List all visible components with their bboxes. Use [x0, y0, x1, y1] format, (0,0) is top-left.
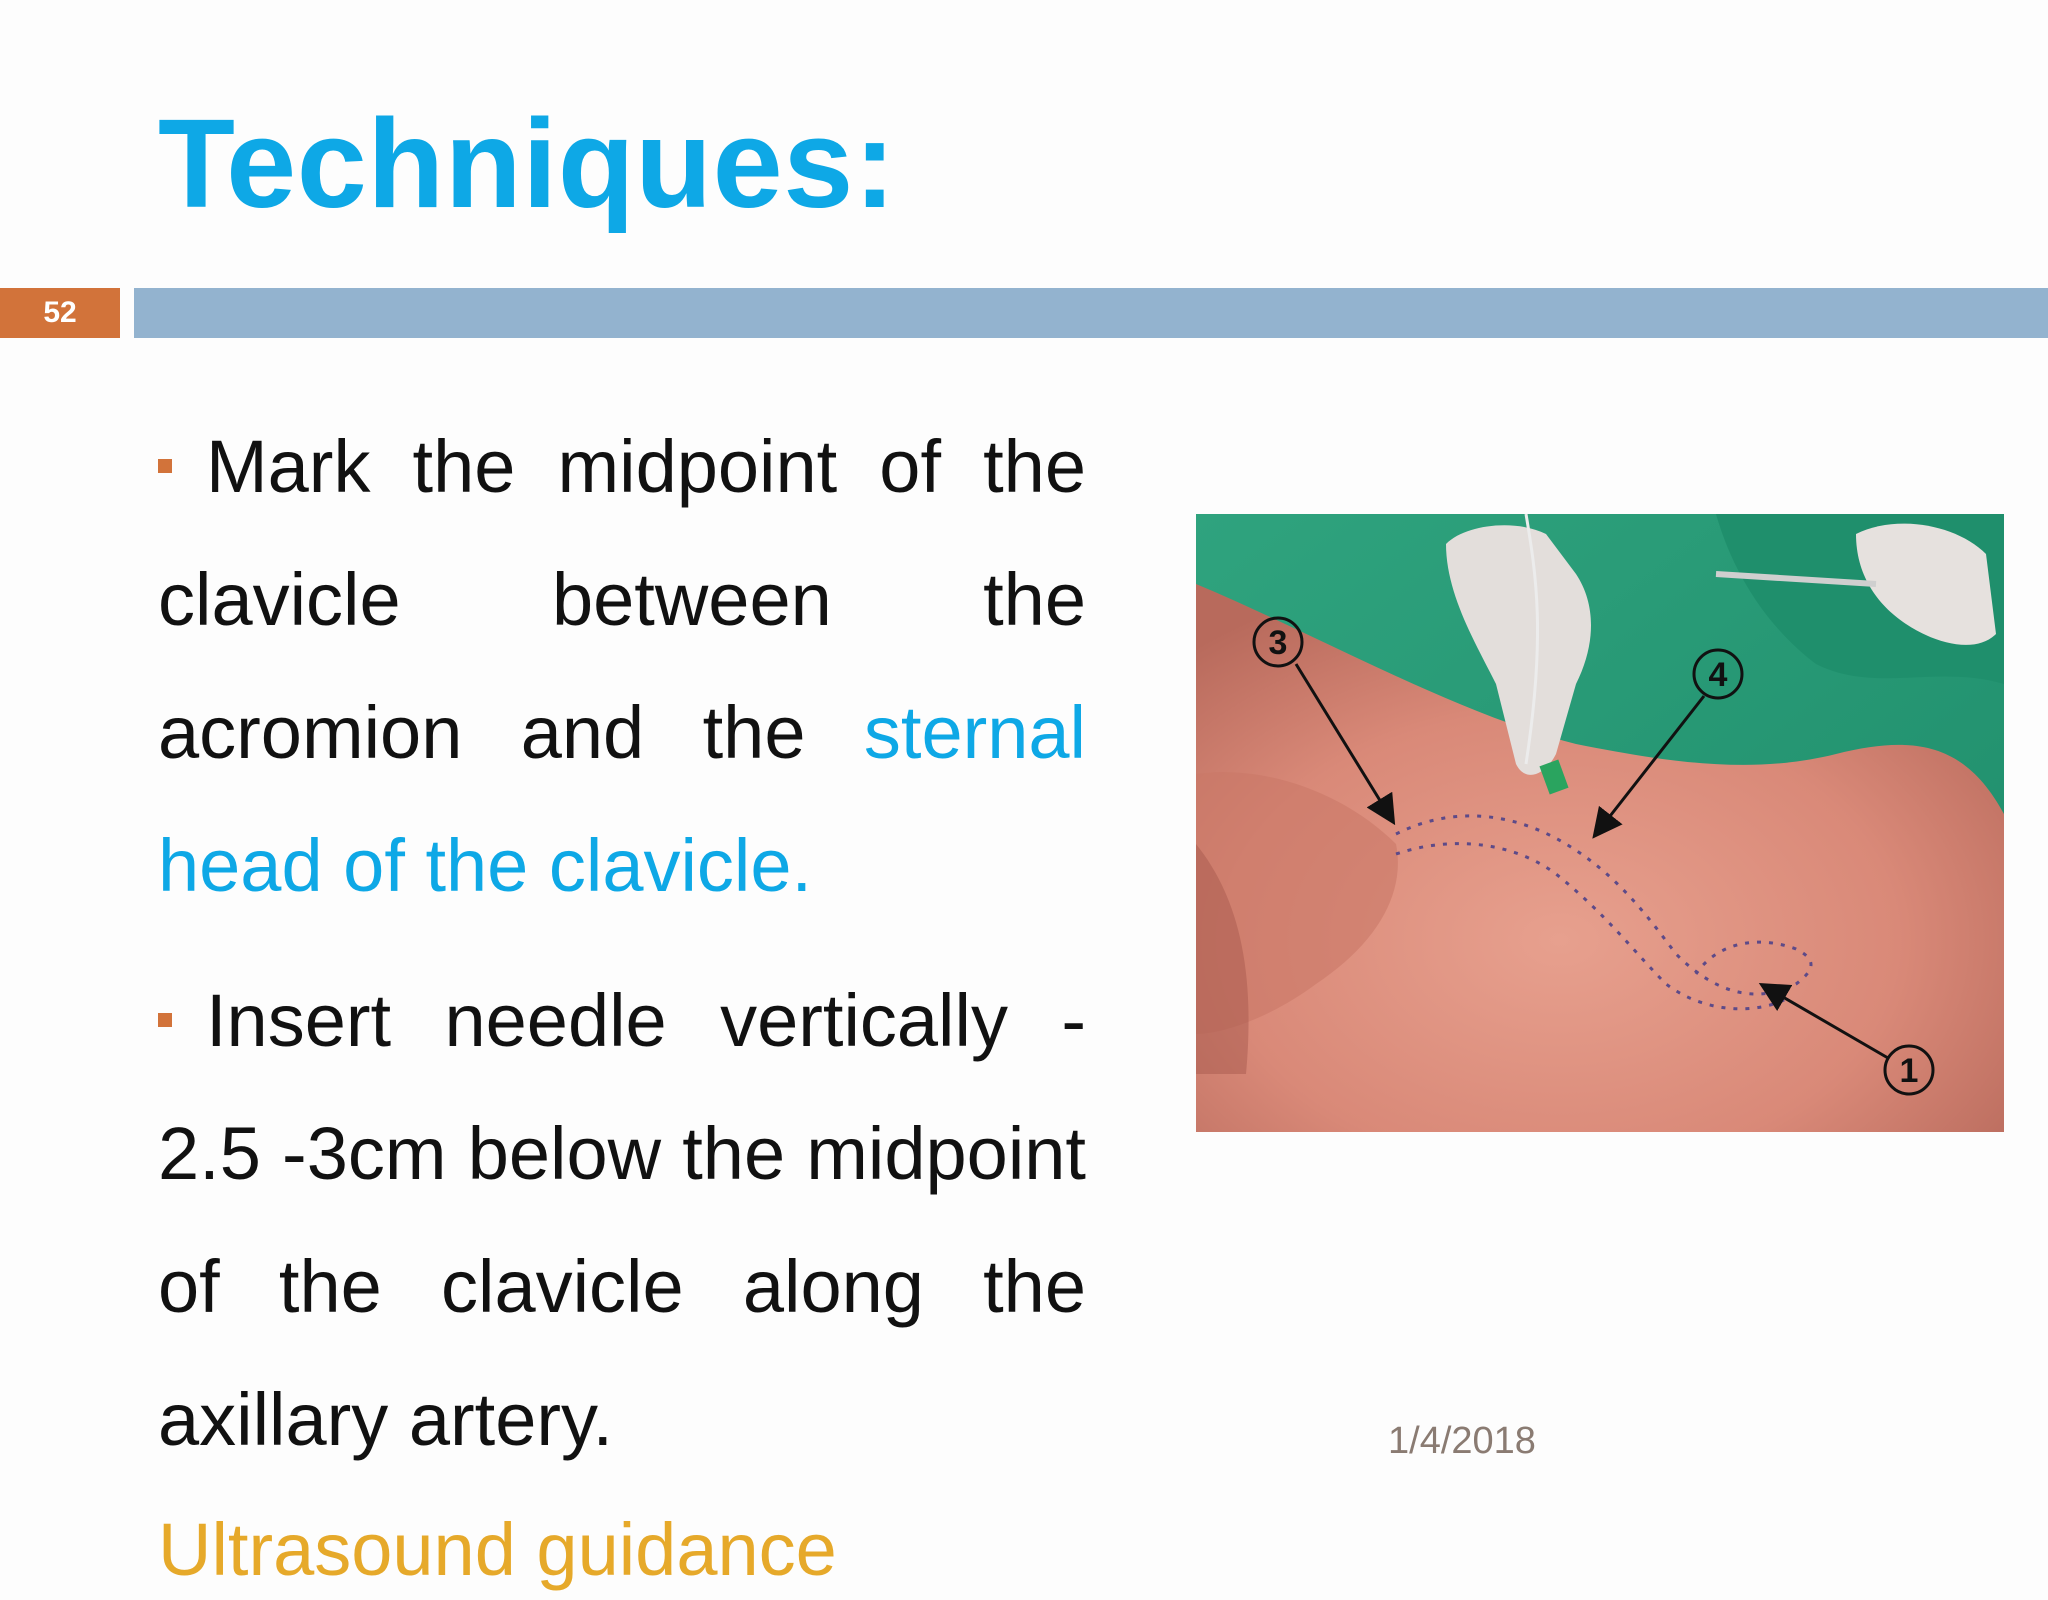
bullet-list	[158, 400, 1086, 1486]
bullet-item	[158, 400, 1086, 932]
square-bullet-icon	[158, 459, 172, 473]
bullet-item	[158, 954, 1086, 1486]
slide-number: 52	[0, 288, 120, 338]
slide-title: Techniques:	[158, 93, 897, 234]
figure-label-4: 4	[1708, 656, 1728, 694]
bullet-text: Insert needle vertically - 2.5 -3cm below the midpoint of the clavicle along the axillary artery.	[158, 979, 1086, 1461]
figure-label-3: 3	[1268, 624, 1288, 662]
bullet-highlight-text: sternal head of the clavicle.	[158, 691, 1086, 907]
slide-date: 1/4/2018	[1388, 1420, 1536, 1462]
figure-label-1: 1	[1899, 1052, 1919, 1090]
square-bullet-icon	[158, 1013, 172, 1027]
header-divider-bar	[134, 288, 2048, 338]
cut-off-text: Ultrasound guidance	[158, 1508, 837, 1591]
clinical-photo	[1196, 514, 2004, 1132]
bullet-text: Mark the midpoint of the clavicle between the acromion and the	[158, 425, 1086, 774]
